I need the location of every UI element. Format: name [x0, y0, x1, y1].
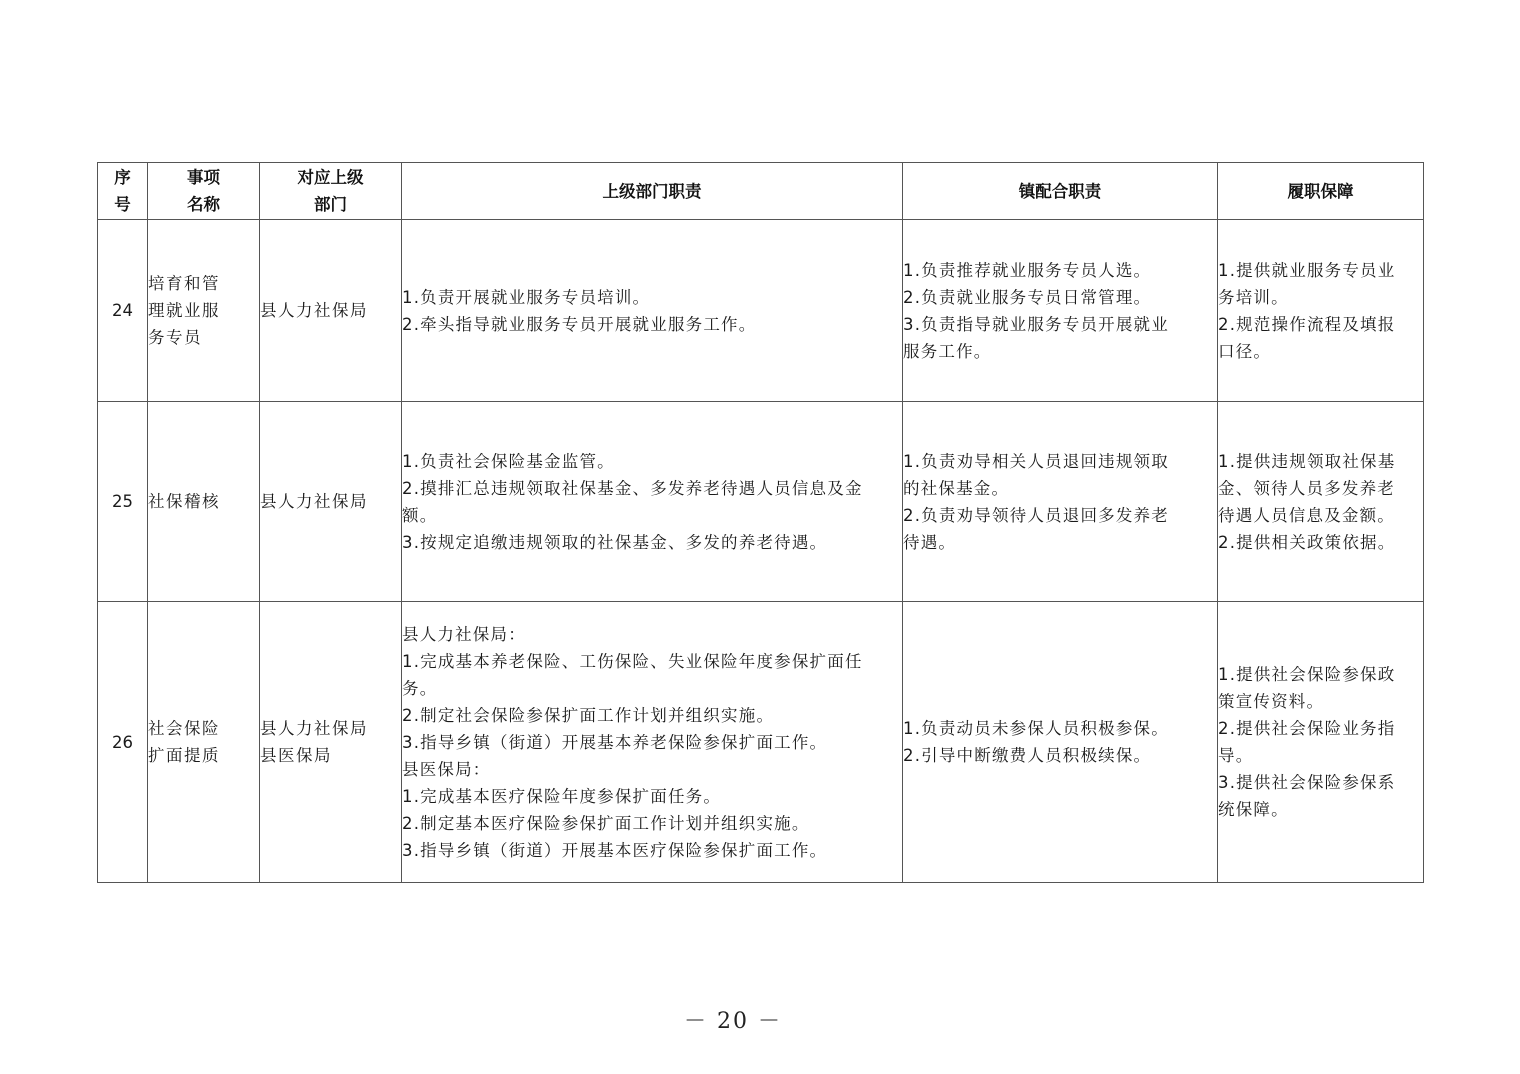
header-row [98, 163, 1424, 220]
header-town-duty: 镇配合职责 [903, 163, 1218, 220]
row-seq: 25 [98, 402, 148, 602]
row-item-name: 社会保险 扩面提质 [148, 602, 260, 883]
table-row [98, 220, 1424, 402]
row-town-duty: 1.负责推荐就业服务专员人选。 2.负责就业服务专员日常管理。 3.负责指导就业服务专员开展就业 服务工作。 [903, 220, 1218, 402]
table-row [98, 402, 1424, 602]
row-guarantee: 1.提供违规领取社保基 金、领待人员多发养老 待遇人员信息及金额。 2.提供相关政策依据。 [1218, 402, 1424, 602]
row-guarantee: 1.提供社会保险参保政 策宣传资料。 2.提供社会保险业务指 导。 3.提供社会保险参保系 统保障。 [1218, 602, 1424, 883]
header-upper-duty: 上级部门职责 [402, 163, 903, 220]
row-upper-duty: 1.负责社会保险基金监管。 2.摸排汇总违规领取社保基金、多发养老待遇人员信息及金 额。 3.按规定追缴违规领取的社保基金、多发的养老待遇。 [402, 402, 903, 602]
row-town-duty: 1.负责动员未参保人员积极参保。 2.引导中断缴费人员积极续保。 [903, 602, 1218, 883]
row-town-duty: 1.负责劝导相关人员退回违规领取 的社保基金。 2.负责劝导领待人员退回多发养老 待遇。 [903, 402, 1218, 602]
row-dept: 县人力社保局 [260, 402, 402, 602]
header-guarantee: 履职保障 [1218, 163, 1424, 220]
row-guarantee: 1.提供就业服务专员业 务培训。 2.规范操作流程及填报 口径。 [1218, 220, 1424, 402]
row-dept: 县人力社保局 [260, 220, 402, 402]
row-upper-duty: 1.负责开展就业服务专员培训。 2.牵头指导就业服务专员开展就业服务工作。 [402, 220, 903, 402]
header-item-name: 事项 名称 [148, 163, 260, 220]
row-seq: 26 [98, 602, 148, 883]
header-seq: 序 号 [98, 163, 148, 220]
row-seq: 24 [98, 220, 148, 402]
table-row [98, 602, 1424, 883]
row-item-name: 培育和管 理就业服 务专员 [148, 220, 260, 402]
row-upper-duty: 县人力社保局： 1.完成基本养老保险、工伤保险、失业保险年度参保扩面任 务。 2.制定社会保险参保扩面工作计划并组织实施。 3.指导乡镇（街道）开展基本养老保险参保扩面工作。 县医保局： 1.完成基本医疗保险年度参保扩面任务。 2.制定基本医疗保险参保扩面工作计划并组织实施。 3.指导乡镇（街道）开展基本医疗保险参保扩面工作。 [402, 602, 903, 883]
page-number: － 20 － [684, 1009, 782, 1034]
row-item-name: 社保稽核 [148, 402, 260, 602]
duty-table [97, 162, 1424, 883]
row-dept: 县人力社保局 县医保局 [260, 602, 402, 883]
header-upper-dept: 对应上级 部门 [260, 163, 402, 220]
